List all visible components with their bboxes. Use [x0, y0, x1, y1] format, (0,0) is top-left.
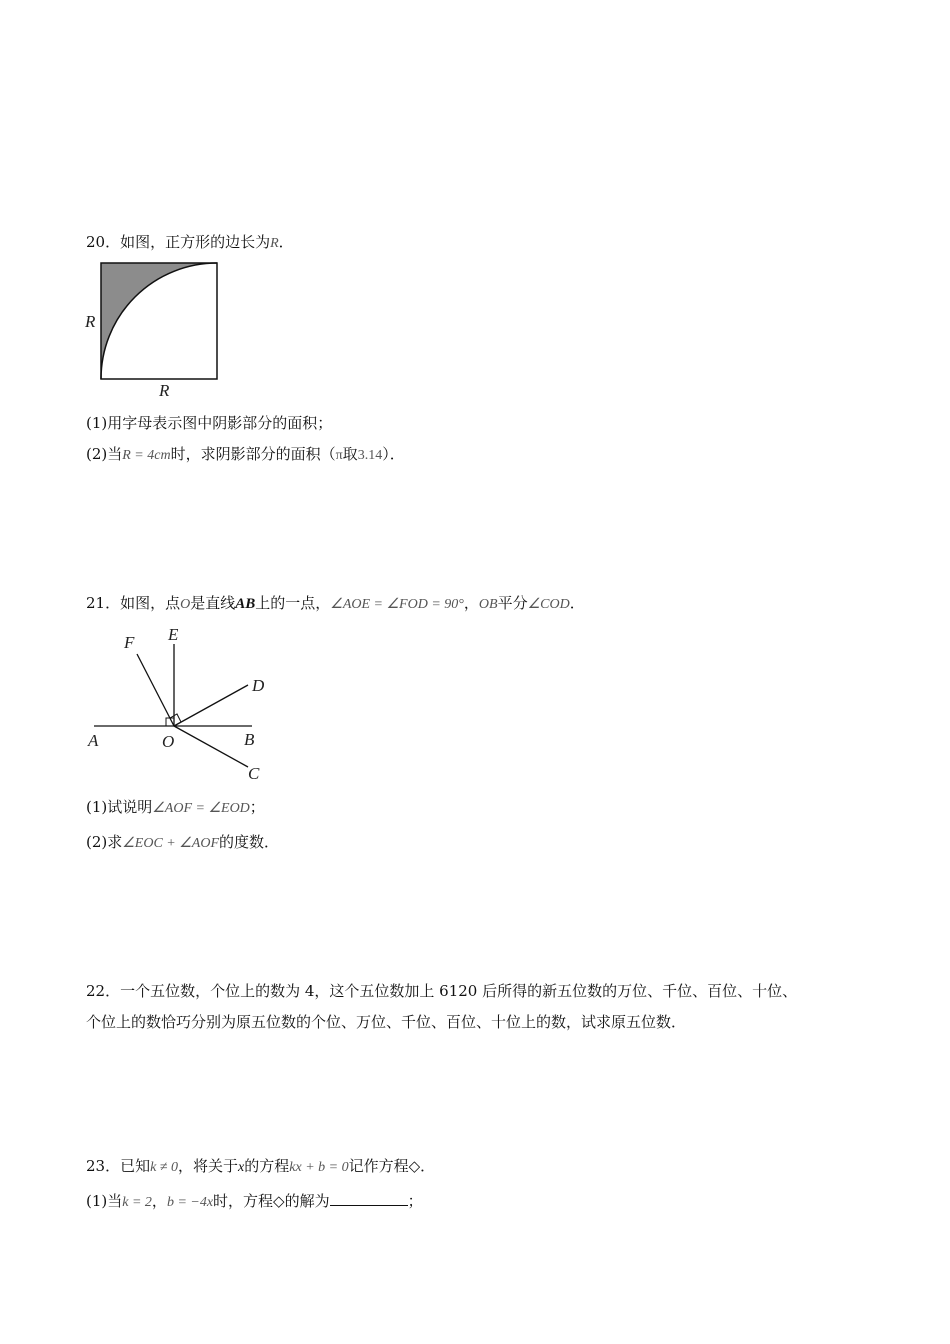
q22-line1-text: 22．一个五位数，个位上的数为 4，这个五位数加上 6120 后所得的新五位数的万位、千位、百位、十位、 — [86, 982, 798, 1000]
q23-stem — [86, 1155, 435, 1179]
q20-pi-value: 3.14 — [357, 448, 383, 463]
q23-equation: kx + b = 0 — [289, 1160, 349, 1175]
q20-left-label: R — [85, 312, 96, 331]
q23-stem-a: 已知 — [120, 1157, 151, 1175]
q20-stem-text: 如图，正方形的边长为 — [120, 233, 271, 251]
q20-part2 — [86, 443, 405, 467]
q23-part1-c: 时，方程◇的解为 — [213, 1192, 330, 1210]
q20-part2-d: ）． — [382, 445, 405, 463]
q23-b-value: b = −4x — [166, 1195, 214, 1210]
shaded-region — [101, 263, 217, 379]
q20-var: R — [270, 236, 279, 251]
q21-point: O — [180, 597, 191, 612]
q21-part1-a: (1)试说明 — [86, 798, 153, 816]
q21-stem-c: 上的一点， — [255, 594, 331, 612]
q23-part1-a: (1)当 — [86, 1192, 123, 1210]
q20-number: 20． — [86, 233, 121, 251]
q21-stem-e: 平分 — [497, 594, 528, 612]
q23-k-value: k = 2 — [122, 1195, 152, 1210]
label-f: F — [124, 633, 135, 652]
q21-part1-b: ； — [249, 798, 265, 816]
q21-part2-math: ∠EOC + ∠AOF — [122, 836, 220, 851]
label-o: O — [162, 732, 175, 751]
q23-stem-b: ，将关于 — [178, 1157, 239, 1175]
q23-comma: ， — [151, 1192, 167, 1210]
q20-stem — [86, 231, 294, 255]
q21-condition: ∠AOE = ∠FOD = 90° — [330, 597, 464, 612]
answer-blank[interactable] — [330, 1189, 408, 1206]
label-c: C — [248, 764, 260, 783]
ray-oc — [174, 726, 248, 767]
label-a: A — [88, 731, 99, 750]
q21-angle: ∠COD — [527, 597, 570, 612]
q21-part1-math: ∠AOF = ∠EOD — [152, 801, 250, 816]
q23-x: x — [238, 1160, 245, 1175]
q23-stem-d: 记作方程◇． — [348, 1157, 436, 1175]
q21-stem-b: 是直线 — [190, 594, 236, 612]
q20-part2-a: (2)当 — [86, 445, 123, 463]
q20-part2-math: R = 4cm — [122, 448, 171, 463]
q20-pi: π — [335, 448, 343, 463]
ray-od — [174, 685, 248, 726]
q23-number: 23． — [86, 1157, 121, 1175]
q21-part2-a: (2)求 — [86, 833, 123, 851]
q20-figure — [80, 255, 230, 400]
q21-line: AB — [235, 596, 256, 612]
q21-figure — [82, 622, 282, 787]
label-b: B — [244, 730, 255, 749]
q21-part1 — [86, 796, 265, 820]
q20-part2-b: 时，求阴影部分的面积（ — [170, 445, 336, 463]
q23-part1-end: ； — [407, 1192, 423, 1210]
label-e: E — [168, 625, 179, 644]
q21-ob: OB — [478, 597, 498, 612]
q22-line1 — [86, 980, 797, 1002]
q20-bottom-label: R — [159, 381, 170, 400]
q20-part1-text: (1)用字母表示图中阴影部分的面积； — [86, 414, 333, 432]
q23-condition: k ≠ 0 — [150, 1160, 179, 1175]
q22-line2-text: 个位上的数恰巧分别为原五位数的个位、万位、千位、百位、十位上的数，试求原五位数． — [86, 1013, 687, 1031]
q21-part2 — [86, 831, 279, 855]
q21-stem — [86, 592, 585, 616]
label-d: D — [252, 676, 265, 695]
q20-part1 — [86, 412, 332, 434]
ray-of — [137, 654, 174, 726]
q21-end: ． — [569, 594, 585, 612]
q20-part2-c: 取 — [342, 445, 358, 463]
q23-part1 — [86, 1189, 423, 1214]
q21-stem-d: ， — [463, 594, 479, 612]
q21-number: 21． — [86, 594, 121, 612]
q20-end: ． — [278, 233, 294, 251]
q21-part2-b: 的度数． — [219, 833, 280, 851]
q23-stem-c: 的方程 — [244, 1157, 290, 1175]
q21-stem-a: 如图，点 — [120, 594, 181, 612]
q22-line2 — [86, 1011, 686, 1033]
